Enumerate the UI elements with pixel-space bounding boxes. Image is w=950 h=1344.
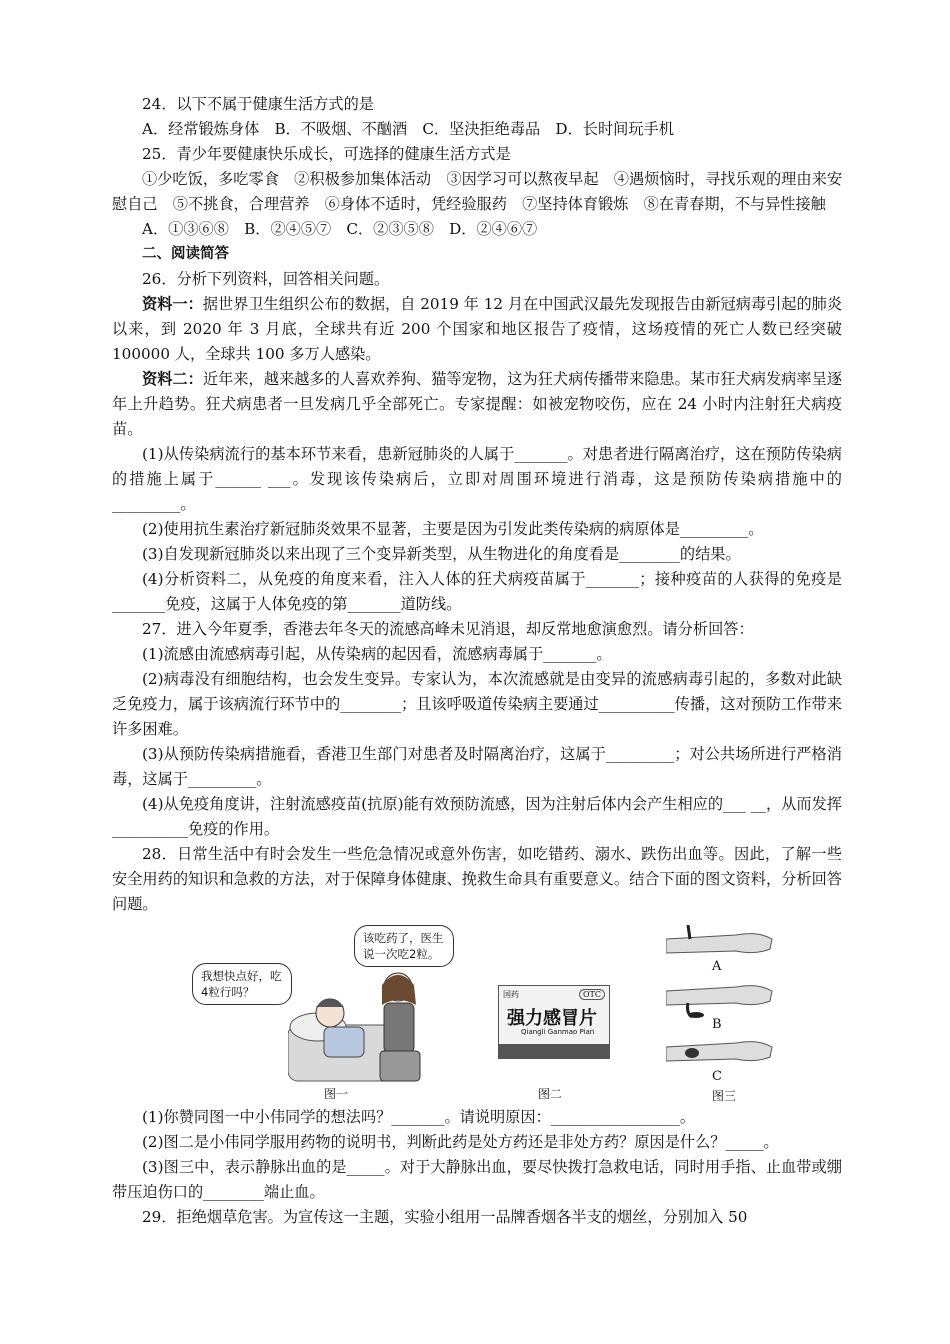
q26-material-2 bbox=[112, 367, 842, 442]
wound-arm-c bbox=[666, 1037, 776, 1073]
figure-1 bbox=[192, 925, 462, 1103]
material-2-label: 资料二： bbox=[142, 370, 203, 388]
caption-figure-3: 图三 bbox=[712, 1089, 737, 1103]
material-1-text: 据世界卫生组织公布的数据，自 2019 年 12 月在中国武汉最先发现报告由新冠病毒引起的肺炎以来，到 2020 年 3 月底，全球共有近 200 个国家和地区报告了疫情，这场疫情的死亡人数已经突破 100000 人，全球共 100 多万人感染。 bbox=[112, 295, 843, 363]
q26-sub-2: (2)使用抗生素治疗新冠肺炎效果不显著，主要是因为引发此类传染病的病原体是_________。 bbox=[142, 520, 764, 538]
caption-figure-1: 图一 bbox=[324, 1087, 349, 1101]
q25-stem: 25．青少年要健康快乐成长，可选择的健康生活方式是 bbox=[142, 145, 511, 163]
q26-sub-3: (3)自发现新冠肺炎以来出现了三个变异新类型，从生物进化的角度看是________的结果。 bbox=[142, 545, 741, 563]
q25-items: ①少吃饭，多吃零食 ②积极参加集体活动 ③因学习可以熬夜早起 ④遇烦恼时，寻找乐观的理由来安慰自己 ⑤不挑食，合理营养 ⑥身体不适时，凭经验服药 ⑦坚持体育锻炼 ⑧在青春期，不与异性接触 bbox=[112, 170, 842, 213]
caption-figure-2: 图二 bbox=[538, 1087, 563, 1101]
figure-2 bbox=[498, 985, 610, 1103]
speech-bubble-boy: 我想快点好，吃4粒行吗？ bbox=[192, 963, 292, 1005]
mother-and-child-illustration bbox=[288, 965, 458, 1085]
q27-sub-3: (3)从预防传染病措施看，香港卫生部门对患者及时隔离治疗，这属于_________；对公共场所进行严格消毒，这属于_________。 bbox=[112, 745, 842, 788]
otc-badge: OTC bbox=[579, 989, 605, 1000]
material-2-text: 近年来，越来越多的人喜欢养狗、猫等宠物，这为狂犬病传播带来隐患。某市狂犬病发病率呈逐年上升趋势。狂犬病患者一旦发病几乎全部死亡。专家提醒：如被宠物咬伤，应在 24 小时内注射狂犬病疫苗。 bbox=[112, 370, 843, 438]
q27-sub-1: (1)流感由流感病毒引起，从传染病的起因看，流感病毒属于_______。 bbox=[142, 645, 612, 663]
exam-page bbox=[112, 92, 842, 1230]
q27-sub-2: (2)病毒没有细胞结构，也会发生变异。专家认为，本次流感就是由变异的流感病毒引起的，多数对此缺乏免疫力，属于该病流行环节中的________；且该呼吸道传染病主要通过__________传播，这对预防工作带来许多困难。 bbox=[112, 670, 842, 738]
q27-stem: 27．进入今年夏季，香港去年冬天的流感高峰未见消退，却反常地愈演愈烈。请分析回答： bbox=[142, 620, 754, 638]
figure-3 bbox=[656, 925, 806, 1103]
wound-arm-a bbox=[666, 925, 776, 961]
medicine-pinyin: Qiangli Ganmao Pian bbox=[521, 1028, 595, 1036]
label-a: A bbox=[712, 959, 722, 974]
q28-figures bbox=[112, 925, 842, 1103]
material-1-label: 资料一： bbox=[142, 295, 203, 313]
wound-arm-b bbox=[666, 979, 776, 1019]
q28-sub-1: (1)你赞同图一中小伟同学的想法吗？_______。请说明原因：_________________。 bbox=[142, 1108, 696, 1126]
q27-sub-4: (4)从免疫角度讲，注射流感疫苗(抗原)能有效预防流感，因为注射后体内会产生相应的___ __，从而发挥__________免疫的作用。 bbox=[112, 795, 842, 838]
label-c: C bbox=[712, 1069, 722, 1084]
medicine-box bbox=[498, 985, 610, 1059]
q26-sub-4: (4)分析资料二，从免疫的角度来看，注入人体的狂犬病疫苗属于_______；接种疫苗的人获得的免疫是_______免疫，这属于人体免疫的第_______道防线。 bbox=[112, 570, 842, 613]
speech-bubble-mother: 该吃药了，医生说一次吃2粒。 bbox=[354, 925, 454, 967]
q28-stem: 28．日常生活中有时会发生一些危急情况或意外伤害，如吃错药、溺水、跌伤出血等。因此，了解一些安全用药的知识和急救的方法，对于保障身体健康、挽救生命具有重要意义。结合下面的图文资料，分析回答问题。 bbox=[112, 845, 842, 913]
q26-material-1 bbox=[112, 292, 842, 367]
q26-stem: 26．分析下列资料，回答相关问题。 bbox=[142, 270, 390, 288]
medicine-name: 强力感冒片 bbox=[507, 1008, 597, 1029]
medicine-box-band bbox=[499, 1044, 609, 1058]
q28-sub-3: (3)图三中，表示静脉出血的是_____。对于大静脉出血，要尽快拨打急救电话，同时用手指、止血带或绷带压迫伤口的________端止血。 bbox=[112, 1158, 842, 1201]
label-b: B bbox=[712, 1017, 722, 1032]
q26-sub-1: (1)从传染病流行的基本环节来看，患新冠肺炎的人属于_______。对患者进行隔离治疗，这在预防传染病的措施上属于______ ___。发现该传染病后，立即对周围环境进行消毒，这是预防传染病措施中的_________。 bbox=[112, 445, 842, 513]
q24-options: A．经常锻炼身体 B．不吸烟、不酗酒 C．坚決拒绝毒品 D．长时间玩手机 bbox=[142, 120, 674, 138]
section-heading: 二、阅读简答 bbox=[142, 246, 229, 262]
q25-options: A．①③⑥⑧ B．②④⑤⑦ C．②③⑤⑧ D．②④⑥⑦ bbox=[142, 220, 538, 238]
q29-stem: 29．拒绝烟草危害。为宣传这一主题，实验小组用一品牌香烟各半支的烟丝，分别加入 50 bbox=[142, 1208, 748, 1226]
medicine-brand: 国药 bbox=[503, 990, 519, 999]
q28-sub-2: (2)图二是小伟同学服用药物的说明书，判断此药是处方药还是非处方药？原因是什么？_____。 bbox=[142, 1133, 779, 1151]
q24-stem: 24．以下不属于健康生活方式的是 bbox=[142, 95, 374, 113]
